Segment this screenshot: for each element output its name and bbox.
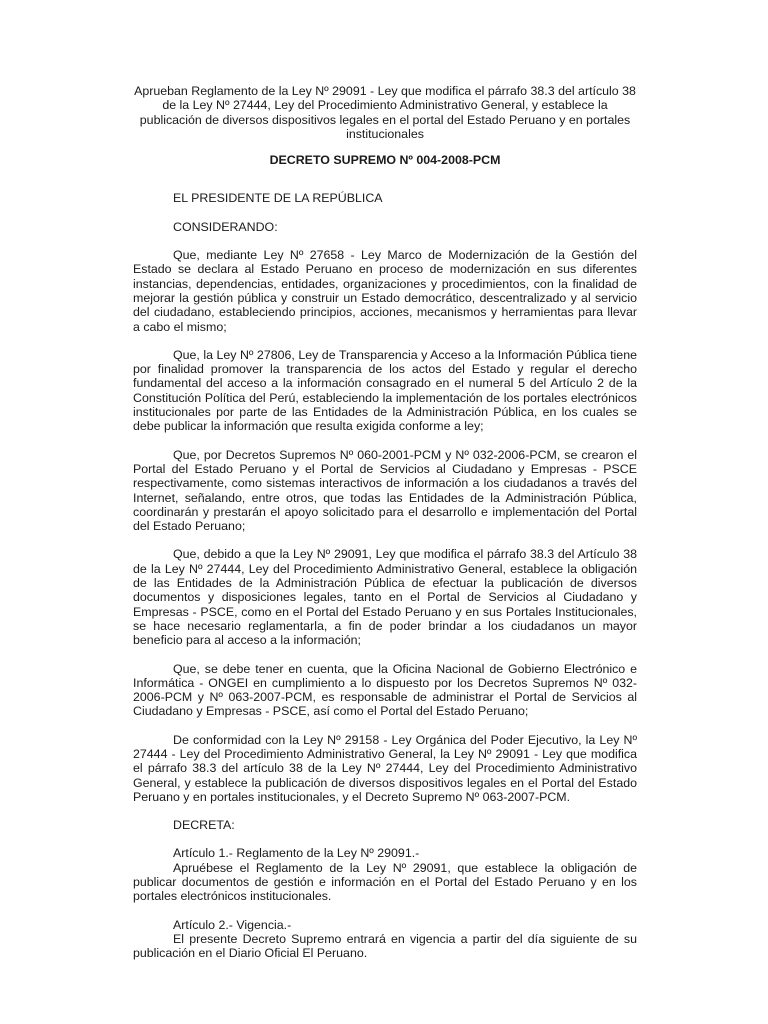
considerando-heading: CONSIDERANDO: xyxy=(173,219,278,234)
considerando-paragraph: Que, mediante Ley Nº 27658 - Ley Marco de Modernización de la Gestión del Estado se declara al Estado Peruano en proceso de modernización en sus diferentes instancias, dependencias, entidades, organizaciones y procedimientos, con la finalidad de mejorar la gestión pública y construir un Estado democrático, descentralizado y al servicio del ciudadano, estableciendo principios, acciones, mecanismos y herramientas para llevar a cabo el mismo; xyxy=(133,248,637,334)
legal-basis-paragraph: De conformidad con la Ley Nº 29158 - Ley Orgánica del Poder Ejecutivo, la Ley Nº 27444 - Ley del Procedimiento Administrativo General, la Ley Nº 29091 - Ley que modifica el párrafo 38.3 del artículo 38 de la Ley Nº 27444, Ley del Procedimiento Administrativo General, y establece la publicación de diversos dispositivos legales en el Portal del Estado Peruano y en portales institucionales, y el Decreto Supremo Nº 063-2007-PCM. xyxy=(133,732,637,804)
considerando-paragraph: Que, debido a que la Ley Nº 29091, Ley que modifica el párrafo 38.3 del Artículo 38 de la Ley Nº 27444, Ley del Procedimiento Administrativo General, establece la obligación de las Entidades de la Administración Pública de efectuar la publicación de diversos documentos y disposiciones legales, tanto en el Portal de Servicios al Ciudadano y Empresas - PSCE, como en el Portal del Estado Peruano y en sus Portales Institucionales, se hace necesario reglamentarla, a fin de poder brindar a los ciudadanos un mayor beneficio para al acceso a la información; xyxy=(133,547,637,648)
article-1-body: Apruébese el Reglamento de la Ley Nº 29091, que establece la obligación de publicar documentos de gestión e información en el Portal del Estado Peruano y en los portales electrónicos institucionales. xyxy=(133,860,637,904)
article-1-heading: Artículo 1.- Reglamento de la Ley Nº 29091.- xyxy=(173,846,420,861)
decree-number: DECRETO SUPREMO Nº 004-2008-PCM xyxy=(269,153,501,168)
article-2-heading: Artículo 2.- Vigencia.- xyxy=(173,917,292,932)
decreta-heading: DECRETA: xyxy=(173,818,235,833)
president-line: EL PRESIDENTE DE LA REPÚBLICA xyxy=(173,191,383,206)
document-title: Aprueban Reglamento de la Ley Nº 29091 - Ley que modifica el párrafo 38.3 del artículo 38 de la Ley Nº 27444, Ley del Procedimiento Administrativo General, y establece la publicación de diversos dispositivos legales en el portal del Estado Peruano y en portales institucionales xyxy=(134,84,636,141)
article-2 xyxy=(133,918,637,961)
considerando-paragraph: Que, la Ley Nº 27806, Ley de Transparencia y Acceso a la Información Pública tiene por finalidad promover la transparencia de los actos del Estado y regular el derecho fundamental del acceso a la información consagrado en el numeral 5 del Artículo 2 de la Constitución Política del Perú, estableciendo la implementación de los portales electrónicos institucionales por parte de las Entidades de la Administración Pública, en los cuales se debe publicar la información que resulta exigida conforme a ley; xyxy=(133,347,637,434)
document-page xyxy=(133,84,637,975)
considerando-paragraph: Que, por Decretos Supremos Nº 060-2001-PCM y Nº 032-2006-PCM, se crearon el Portal del Estado Peruano y el Portal de Servicios al Ciudadano y Empresas - PSCE respectivamente, como sistemas interactivos de información a los ciudadanos a través del Internet, señalando, entre otros, que todas las Entidades de la Administración Pública, coordinarán y prestarán el apoyo solicitado para el desarrollo e implementación del Portal del Estado Peruano; xyxy=(133,447,637,534)
article-2-body: El presente Decreto Supremo entrará en vigencia a partir del día siguiente de su publicación en el Diario Oficial El Peruano. xyxy=(133,931,637,961)
article-1 xyxy=(133,846,637,903)
considerando-paragraph: Que, se debe tener en cuenta, que la Oficina Nacional de Gobierno Electrónico e Informática - ONGEI en cumplimiento a lo dispuesto por los Decretos Supremos Nº 032-2006-PCM y Nº 063-2007-PCM, es responsable de administrar el Portal de Servicios al Ciudadano y Empresas - PSCE, así como el Portal del Estado Peruano; xyxy=(133,661,637,719)
